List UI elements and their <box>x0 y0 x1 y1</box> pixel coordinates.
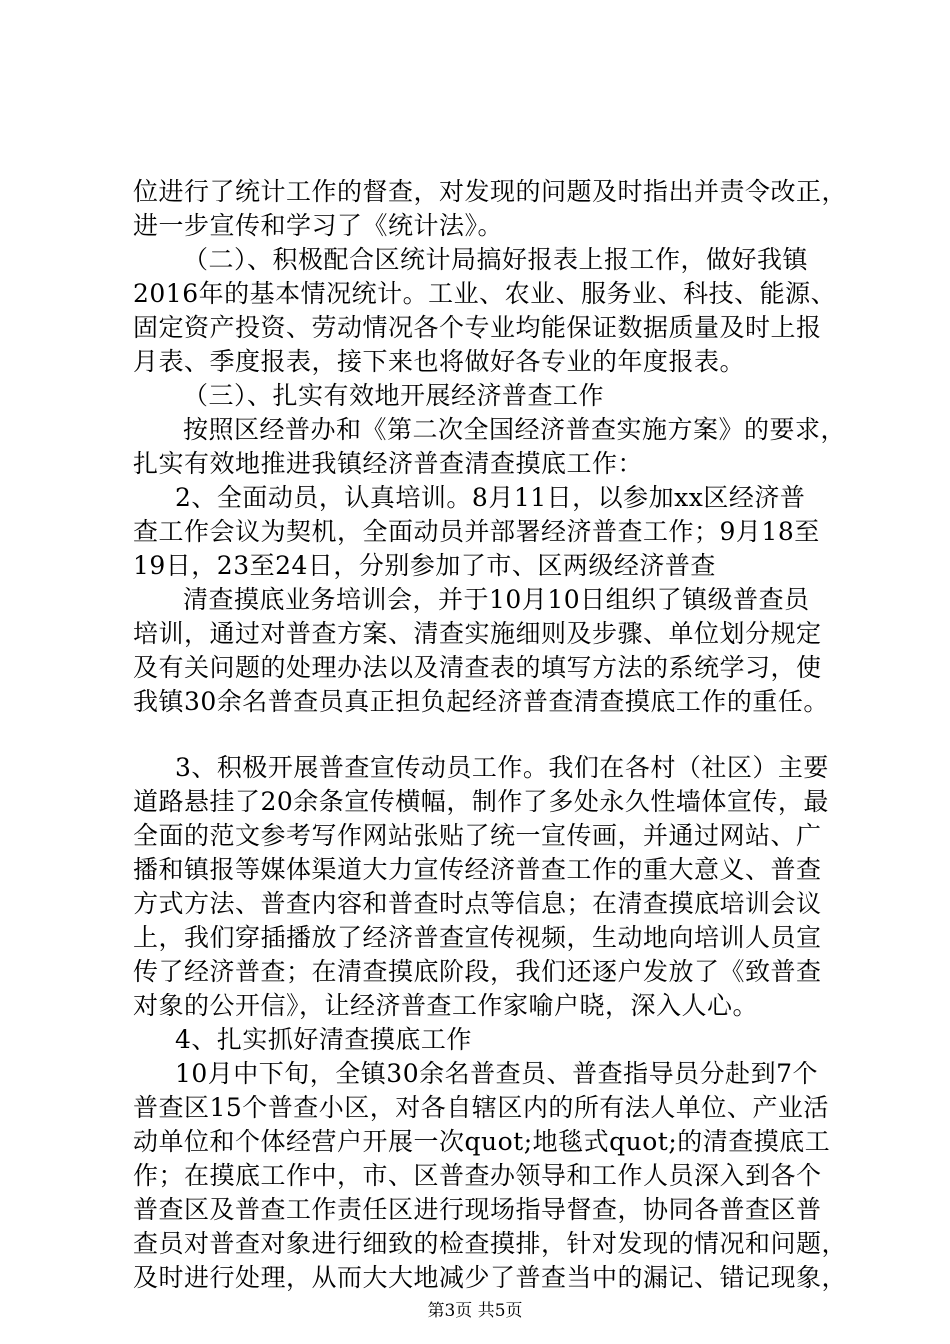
text-line: 普查区及普查工作责任区进行现场指导督查，协同各普查区普 <box>133 1195 822 1224</box>
text-line: 对象的公开信》，让经济普查工作家喻户晓，深入人心。 <box>133 991 759 1020</box>
text-line: 10月中下旬，全镇30余名普查员、普查指导员分赴到7个 <box>175 1059 819 1088</box>
text-line: 及有关问题的处理办法以及清查表的填写方法的系统学习，使 <box>133 653 822 682</box>
page-footer: 第3页 共5页 <box>427 1301 523 1321</box>
text-line: 固定资产投资、劳动情况各个专业均能保证数据质量及时上报 <box>133 313 822 342</box>
text-line: 传了经济普查；在清查摸底阶段，我们还逐户发放了《致普查 <box>133 957 822 986</box>
text-line: 普查区15个普查小区，对各自辖区内的所有法人单位、产业活 <box>133 1093 829 1122</box>
text-line: 及时进行处理，从而大大地减少了普查当中的漏记、错记现象， <box>133 1263 848 1292</box>
text-line: 播和镇报等媒体渠道大力宣传经济普查工作的重大意义、普查 <box>133 855 822 884</box>
text-line: 作；在摸底工作中，市、区普查办领导和工作人员深入到各个 <box>133 1161 822 1190</box>
text-line: 我镇30余名普查员真正担负起经济普查清查摸底工作的重任。 <box>133 687 829 716</box>
text-line: 19日，23至24日，分别参加了市、区两级经济普查 <box>133 551 716 580</box>
text-line: 道路悬挂了20余条宣传横幅，制作了多处永久性墙体宣传，最 <box>133 787 829 816</box>
text-line: 2、全面动员，认真培训。8月11日，以参加xx区经济普 <box>175 483 806 512</box>
text-line: 月表、季度报表，接下来也将做好各专业的年度报表。 <box>133 347 746 376</box>
text-line: 查员对普查对象进行细致的检查摸排，针对发现的情况和问题， <box>133 1229 848 1258</box>
text-line: （三）、扎实有效地开展经济普查工作 <box>183 381 605 410</box>
text-line: 上，我们穿插播放了经济普查宣传视频，生动地向培训人员宣 <box>133 923 822 952</box>
text-line: 位进行了统计工作的督查，对发现的问题及时指出并责令改正， <box>133 177 848 206</box>
text-line: 3、积极开展普查宣传动员工作。我们在各村（社区）主要 <box>175 753 829 782</box>
text-line: 按照区经普办和《第二次全国经济普查实施方案》的要求， <box>183 415 847 444</box>
text-line: 扎实有效地推进我镇经济普查清查摸底工作： <box>133 449 644 478</box>
text-line: 全面的范文参考写作网站张贴了统一宣传画，并通过网站、广 <box>133 821 822 850</box>
text-line: （二）、积极配合区统计局搞好报表上报工作，做好我镇 <box>183 245 809 274</box>
text-line: 培训，通过对普查方案、清查实施细则及步骤、单位划分规定 <box>133 619 822 648</box>
text-line: 4、扎实抓好清查摸底工作 <box>175 1025 472 1054</box>
text-line: 方式方法、普查内容和普查时点等信息；在清查摸底培训会议 <box>133 889 822 918</box>
text-line: 2016年的基本情况统计。工业、农业、服务业、科技、能源、 <box>133 279 837 308</box>
text-line: 进一步宣传和学习了《统计法》。 <box>133 211 504 240</box>
text-line: 查工作会议为契机，全面动员并部署经济普查工作；9月18至 <box>133 517 820 546</box>
text-line: 清查摸底业务培训会，并于10月10日组织了镇级普查员 <box>183 585 810 614</box>
text-line: 动单位和个体经营户开展一次quot;地毯式quot;的清查摸底工 <box>133 1127 831 1156</box>
